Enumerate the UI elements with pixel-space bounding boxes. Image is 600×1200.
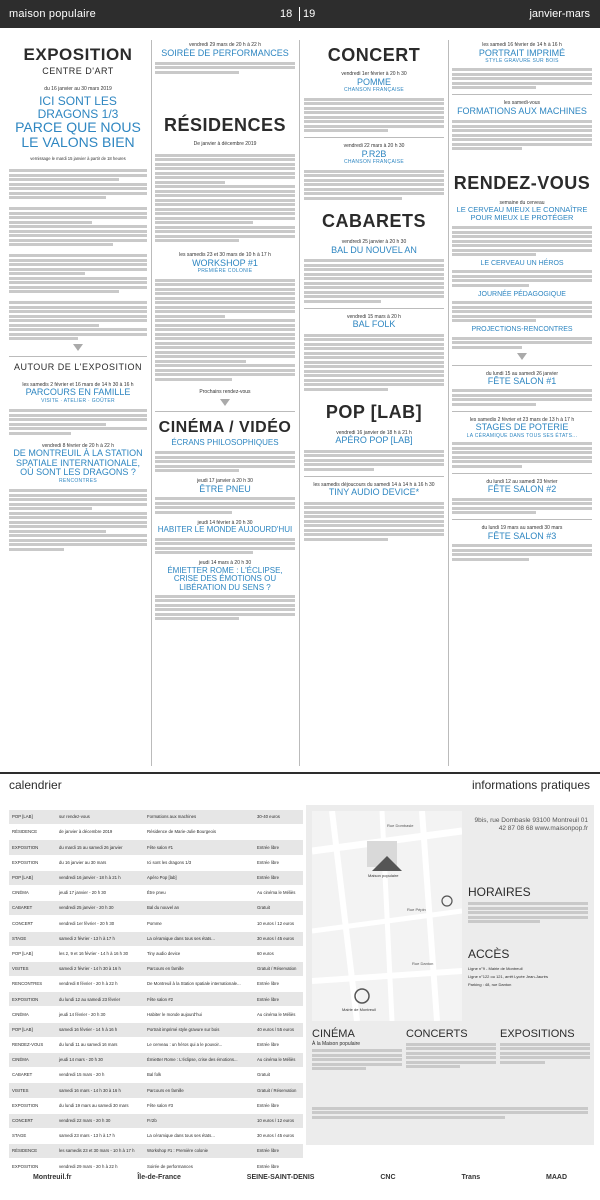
calendar-cell: Gratuit [257, 1072, 270, 1078]
header-left: maison populaire [9, 7, 96, 20]
calendar-cell: Soirée de performances [147, 1163, 193, 1169]
horaires-text [468, 902, 588, 923]
calendar-cell: samedi 23 mars - 13 h à 17 h [59, 1133, 115, 1139]
calendar-cell: vendredi 16 janvier - 18 h à 21 h [59, 875, 121, 881]
calendar-cell: CABARET [12, 905, 33, 911]
column-rendez-vous [452, 36, 592, 770]
calendar-cell: Fête salon #1 [147, 844, 174, 850]
calendar-cell: De Montreuil à la Station spatiale internationale... [147, 981, 241, 987]
calendar-cell: sur rendez-vous [59, 814, 90, 820]
prochain-label: Prochains rendez-vous [199, 388, 251, 395]
calendar-cell: 30-40 euros [257, 814, 280, 820]
horaires-title: HORAIRES [468, 885, 531, 899]
calendar-cell: les 2, 9 et 16 février - 14 h à 16 h 30 [59, 950, 129, 956]
calendar-cell: du lundi 12 au samedi 23 février [59, 996, 121, 1002]
projections-text [452, 337, 592, 349]
habiter-title: HABITER LE MONDE AUJOURD'HUI [157, 525, 293, 535]
portrait-text [452, 68, 592, 89]
folk-title: BAL FOLK [352, 319, 396, 330]
calendar-heading: calendrier [9, 778, 62, 792]
fete2-title: FÊTE SALON #2 [487, 484, 557, 495]
header-right: janvier-mars [529, 7, 590, 20]
etre-date: jeudi 17 janvier à 20 h 30 [197, 478, 253, 485]
portrait-title: PORTRAIT IMPRIMÉ [478, 47, 566, 58]
partner-logos [0, 1158, 600, 1198]
calendar-cell: Au cinéma le Méliès [257, 1057, 296, 1063]
calendar-row [9, 932, 303, 947]
calendar-cell: Entrée libre [257, 996, 279, 1002]
calendar-row [9, 1038, 303, 1053]
cerveau2-title: LE CERVEAU UN HÉROS [480, 260, 564, 268]
calendar-cell: Au cinéma le Méliès [257, 1011, 296, 1017]
calendar-row [9, 1099, 303, 1114]
calendar-row [9, 840, 303, 855]
calendar-cell: EXPOSITION [12, 859, 39, 865]
fete3-title: FÊTE SALON #3 [487, 530, 557, 541]
bal-title: BAL DU NOUVEL AN [331, 244, 417, 255]
section-arrow [73, 344, 83, 351]
calendar-row [9, 1114, 303, 1129]
residences-date: De janvier à décembre 2019 [193, 141, 257, 148]
calendar-row [9, 901, 303, 916]
calendar-cell: Fête salon #3 [147, 1102, 174, 1108]
cerveau2-text [452, 270, 592, 287]
calendar-cell: Parcours en famille [147, 1087, 184, 1093]
soiree-title: SOIRÉE DE PERFORMANCES [161, 47, 289, 58]
calendar-cell: vendredi 22 mars - 20 h 30 [59, 1118, 111, 1124]
calendar-cell: jeudi 14 mars - 20 h 30 [59, 1057, 103, 1063]
calendar-cell: Le cerveau : un héros qui a le pouvoir... [147, 1042, 223, 1048]
workshop-title: WORKSHOP #1 [192, 257, 258, 268]
etre-text [155, 497, 295, 514]
calendar-cell: EXPOSITION [12, 1102, 39, 1108]
soiree-text [155, 62, 295, 74]
calendar-row [9, 962, 303, 977]
habiter-text [155, 538, 295, 555]
calendar-cell: Ici sont les dragons 1/3 [147, 859, 192, 865]
calendar-row [9, 1007, 303, 1022]
portrait-sub: STYLE GRAVURE SUR BOIS [485, 57, 559, 64]
calendar-cell: VISITES [12, 1087, 29, 1093]
calendar-cell: RÉSIDENCE [12, 1148, 38, 1154]
rencontre-sub: RENCONTRES [58, 477, 97, 484]
parcours-date: les samedis 2 février et 16 mars de 14 h 30 à 16 h [22, 381, 134, 388]
expo-name-2: PARCE QUE NOUS LE VALONS BIEN [15, 119, 141, 151]
logo-trans: Trans [461, 1174, 481, 1182]
calendar-cell: Entrée libre [257, 859, 279, 865]
expo-dates: du 16 janvier au 30 mars 2019 [44, 85, 112, 92]
acces-title: ACCÈS [468, 947, 510, 961]
tiny-date: les samedis déjoucours du samedi 14 à 14 h à 16 h 30 [313, 481, 435, 488]
emitter-title: ÉMIETTER ROME : L'ÉCLIPSE, CRISE DES ÉMOTIONS OU LIBÉRATION DU SENS ? [167, 565, 283, 592]
rencontre-text [9, 489, 147, 551]
fete1-title: FÊTE SALON #1 [487, 376, 557, 387]
map-label-mairie: Mairie de Montreuil [342, 1007, 377, 1012]
calendar-cell: STAGE [12, 1133, 27, 1139]
calendar-cell: 30 euros / 45 euros [257, 1133, 295, 1139]
concerts-info [406, 1027, 496, 1070]
section-arrow-4 [517, 353, 527, 360]
concerts-info-title: CONCERTS [406, 1028, 468, 1040]
p2b-title: P.R2B [361, 148, 387, 159]
parcours-text [9, 409, 147, 435]
habiter-date: jeudi 14 février à 20 h 30 [197, 519, 253, 526]
tiny-title: TINY AUDIO DEVICE* [328, 487, 420, 498]
calendar-cell: Au cinéma le Méliès [257, 890, 296, 896]
calendar-cell: POP [LAB] [12, 950, 33, 956]
folk-date: vendredi 15 mars à 20 h [347, 313, 401, 320]
workshop-date: les samedis 23 et 30 mars de 10 h à 17 h [179, 252, 271, 259]
residences-text [155, 154, 295, 243]
pomme-sub: CHANSON FRANÇAISE [343, 87, 405, 94]
calendar-cell: STAGE [12, 935, 27, 941]
emitter-text [155, 595, 295, 621]
column-residences [155, 36, 295, 770]
expo-name-1: ICI SONT LES DRAGONS 1/3 [37, 94, 119, 121]
logo-ssd: SEINE-SAINT-DENIS [246, 1174, 315, 1182]
calendar-cell: vendredi 1er février - 20 h 30 [59, 920, 115, 926]
workshop-text [155, 279, 295, 381]
cinema-info-text [312, 1049, 402, 1070]
calendar-cell: du lundi 11 au samedi 16 mars [59, 1042, 118, 1048]
p2b-date: vendredi 22 mars à 20 h 30 [343, 143, 405, 150]
calendar-cell: Être pneu [147, 890, 166, 896]
emitter-date: jeudi 14 mars à 20 h 30 [198, 560, 252, 567]
calendar-cell: Pomme [147, 920, 162, 926]
calendar-cell: Habiter le monde aujourd'hui [147, 1011, 202, 1017]
calendar-cell: samedi 2 février - 14 h 30 à 16 h [59, 966, 121, 972]
calendar-cell: du mardi 15 au samedi 26 janvier [59, 844, 123, 850]
horaires-block [468, 885, 588, 925]
bal-date: vendredi 25 janvier à 20 h 30 [341, 239, 407, 246]
p2b-sub: CHANSON FRANÇAISE [343, 159, 405, 166]
workshop-sub: PREMIÈRE COLONIE [197, 268, 253, 275]
calendar-cell: CABARET [12, 1072, 33, 1078]
contact-block [468, 817, 588, 834]
cerveau-title: LE CERVEAU MIEUX LE CONNAÎTRE POUR MIEUX LE PROTÉGER [456, 205, 588, 223]
expo-body-text-4 [9, 301, 147, 340]
map-label-pepin: Rue Pépin [407, 907, 426, 912]
calendar-row [9, 1053, 303, 1068]
residences-title: RÉSIDENCES [163, 114, 287, 135]
map-label-dombasle: Rue Dombasle [387, 823, 414, 828]
calendar-row [9, 916, 303, 931]
calendar-cell: Formations aux machines [147, 814, 197, 820]
calendar-cell: Entrée libre [257, 844, 279, 850]
calendar-row [9, 1129, 303, 1144]
pomme-text [304, 98, 444, 133]
p2b-text [304, 170, 444, 200]
calendar-cell: POP [LAB] [12, 875, 33, 881]
calendar-row [9, 947, 303, 962]
expositions-info-text [500, 1043, 590, 1064]
calendar-cell: de janvier à décembre 2019 [59, 829, 113, 835]
apero-text [304, 450, 444, 471]
expo-body-text-2 [9, 207, 147, 246]
calendar-cell: Émietter Rome : L'éclipse, crise des émotions... [147, 1057, 238, 1063]
soiree-date: vendredi 29 mars de 20 h à 22 h [189, 42, 261, 48]
calendar-cell: du lundi 19 mars au samedi 30 mars [59, 1102, 129, 1108]
calendar-cell: jeudi 17 janvier - 20 h 30 [59, 890, 107, 896]
calendar-cell: CINÉMA [12, 1011, 29, 1017]
expo-body-text [9, 169, 147, 199]
expo-vernissage: vernissage le mardi 15 janvier à partir de 18 heures [30, 155, 126, 161]
calendar-cell: RÉSIDENCE [12, 829, 38, 835]
calendar-cell: Gratuit / Réservation [257, 1087, 297, 1093]
expo-title: EXPOSITION [23, 45, 133, 64]
formations-date: les samedi-vous [503, 100, 541, 107]
partners-text [312, 1105, 588, 1120]
calendar-cell: CONCERT [12, 1118, 34, 1124]
parcours-sub: VISITE · ATELIER · GOÛTER [41, 397, 115, 404]
bal-text [304, 259, 444, 303]
projections-title: PROJECTIONS-RENCONTRES [471, 326, 573, 334]
map-label-maison: Maison populaire [368, 873, 399, 878]
logo-cnc: CNC [380, 1174, 396, 1182]
calendar-cell: CINÉMA [12, 1057, 29, 1063]
expositions-info [500, 1027, 590, 1065]
column-exposition [9, 36, 147, 770]
calendar-cell: 10 euros / 12 euros [257, 920, 295, 926]
calendar-row [9, 871, 303, 886]
calendar-cell: jeudi 14 février - 20 h 30 [59, 1011, 106, 1017]
logo-idf: Île-de-France [137, 1174, 181, 1182]
poplab-title: POP [LAB] [325, 401, 423, 422]
calendar-cell: Fête salon #2 [147, 996, 174, 1002]
calendar-cell: vendredi 25 janvier - 20 h 30 [59, 905, 114, 911]
calendar-cell: 30 euros / 45 euros [257, 935, 295, 941]
apero-title: APÉRO POP [LAB] [335, 435, 413, 446]
acces-block [468, 947, 588, 987]
calendar-cell: samedi 16 mars - 14 h 30 à 16 h [59, 1087, 121, 1093]
rencontre-date: vendredi 8 février de 20 h à 22 h [42, 442, 114, 449]
calendar-cell: 10 euros / 12 euros [257, 1118, 295, 1124]
etre-title: ÊTRE PNEU [199, 483, 251, 494]
cinema-title: CINÉMA / VIDÉO [158, 419, 292, 437]
calendar-table [9, 810, 303, 1175]
calendar-cell: EXPOSITION [12, 844, 39, 850]
page-number-left: 18 [280, 8, 293, 20]
stages-date: les samedis 2 février et 23 mars de 13 h à 17 h [469, 416, 575, 423]
expo-subtitle: CENTRE D'ART [42, 66, 114, 77]
calendar-cell: Entrée libre [257, 1102, 279, 1108]
expo-body-text-3 [9, 254, 147, 293]
acces-parking: Parking : 48, rue Danton [468, 981, 512, 987]
map-label-danton: Rue Danton [412, 961, 434, 966]
expositions-info-title: EXPOSITIONS [500, 1028, 575, 1040]
folk-text [304, 334, 444, 391]
calendar-cell: La céramique dans tous ses états... [147, 935, 215, 941]
address: 9bis, rue Dombasle 93100 Montreuil 01 42 87 08 68 www.maisonpop.fr [474, 817, 588, 833]
pomme-title: POMME [356, 76, 391, 87]
calendar-row [9, 992, 303, 1007]
cabarets-title: CABARETS [321, 210, 426, 231]
calendar-cell: Entrée libre [257, 1148, 279, 1154]
cinema-info-title: CINÉMA [312, 1028, 355, 1040]
formations-text [452, 120, 592, 150]
calendar-row [9, 977, 303, 992]
calendar-cell: Résidence de Marie-Julie Bourgeois [147, 829, 217, 835]
cinema-info-sub: À la Maison populaire [312, 1041, 361, 1048]
rdv-title: RENDEZ-VOUS [453, 173, 591, 194]
infos-heading: informations pratiques [471, 778, 590, 792]
calendar-cell: Entrée libre [257, 1163, 279, 1169]
fete3-date: du lundi 19 mars au samedi 30 mars [481, 525, 563, 532]
calendar-cell: Bal du nouvel an [147, 905, 180, 911]
calendar-cell: La céramique dans tous ses états... [147, 1133, 215, 1139]
location-map [312, 811, 462, 1021]
calendar-cell: Gratuit / Réservation [257, 966, 297, 972]
cinema-sub: ÉCRANS PHILOSOPHIQUES [171, 438, 279, 448]
calendar-row [9, 810, 303, 825]
acces-bus: Ligne n°122 ou 121, arrêt Lycée Jean-Jaurès [468, 973, 548, 979]
calendar-cell: Parcours en famille [147, 966, 184, 972]
page-divider [299, 7, 300, 21]
calendar-cell: Apéro Pop [lab] [147, 875, 177, 881]
calendar-cell: Entrée libre [257, 875, 279, 881]
calendar-cell: vendredi 15 mars - 20 h [59, 1072, 105, 1078]
cinema-info [312, 1027, 402, 1072]
page-number-right: 19 [303, 8, 316, 20]
calendar-cell: EXPOSITION [12, 1163, 39, 1169]
calendar-cell: EXPOSITION [12, 996, 39, 1002]
calendar-row [9, 825, 303, 840]
calendar-cell: Bal folk [147, 1072, 162, 1078]
pomme-date: vendredi 1er février à 20 h 30 [341, 71, 407, 78]
acces-metro: Ligne n°9 - Mairie de Montreuil [468, 965, 523, 971]
calendar-cell: vendredi 29 mars - 20 h à 22 h [59, 1163, 118, 1169]
column-concerts [304, 36, 444, 770]
cinema-text [155, 451, 295, 472]
calendar-row [9, 1023, 303, 1038]
calendar-cell: vendredi 8 février - 20 h à 22 h [59, 981, 118, 987]
fete1-date: du lundi 15 au samedi 26 janvier [486, 370, 558, 377]
concert-title: CONCERT [327, 45, 421, 65]
calendar-cell: Entrée libre [257, 1042, 279, 1048]
calendar-cell: POP [LAB] [12, 1026, 33, 1032]
calendar-cell: Workshop #1 : Première colonie [147, 1148, 209, 1154]
fete2-text [452, 498, 592, 515]
fete2-date: du lundi 12 au samedi 23 février [486, 478, 558, 485]
calendar-cell: Entrée libre [257, 981, 279, 987]
tiny-text [304, 502, 444, 541]
parcours-title: PARCOURS EN FAMILLE [25, 387, 131, 398]
section-arrow-2 [220, 399, 230, 406]
calendar-cell: P.r2b [147, 1118, 157, 1124]
journee-text [452, 301, 592, 322]
autour-title: AUTOUR DE L'EXPOSITION [13, 362, 143, 373]
stages-text [452, 442, 592, 468]
portrait-date: les samedi 16 février de 14 h à 16 h [482, 42, 562, 48]
calendar-row [9, 856, 303, 871]
fete1-text [452, 389, 592, 406]
header-bar [0, 0, 600, 28]
stages-title: STAGES DE POTERIE [475, 422, 569, 433]
calendar-cell: Tiny audio device [147, 950, 181, 956]
infos-panel [306, 805, 594, 1145]
apero-date: vendredi 16 janvier de 18 h à 21 h [336, 429, 412, 436]
calendar-cell: RENDEZ-VOUS [12, 1042, 44, 1048]
formations-title: FORMATIONS AUX MACHINES [457, 105, 587, 116]
cerveau-date: semaine du cerveau [499, 199, 545, 206]
calendar-cell: Portrait imprimé style gravure sur bois [147, 1026, 220, 1032]
calendar-cell: 60 euros [257, 950, 274, 956]
calendar-cell: samedi 16 février - 14 h à 16 h [59, 1026, 118, 1032]
calendar-row [9, 886, 303, 901]
calendar-cell: les samedis 23 et 30 mars - 10 h à 17 h [59, 1148, 135, 1154]
calendar-cell: 40 euros / 55 euros [257, 1026, 295, 1032]
cerveau-text [452, 226, 592, 256]
rencontre-title: DE MONTREUIL À LA STATION SPATIALE INTERNATIONALE, OÙ SONT LES DRAGONS ? [13, 448, 143, 478]
logo-maad: MAAD [546, 1174, 568, 1182]
calendar-cell: du 16 janvier au 30 mars [59, 859, 107, 865]
calendar-row [9, 1083, 303, 1098]
calendar-cell: samedi 2 février - 13 h à 17 h [59, 935, 115, 941]
fete3-text [452, 544, 592, 561]
calendar-row [9, 1068, 303, 1083]
calendar-cell: CONCERT [12, 920, 34, 926]
calendar-cell: POP [LAB] [12, 814, 33, 820]
logo-montreuil: Montreuil.fr [32, 1174, 72, 1182]
journee-title: JOURNÉE PÉDAGOGIQUE [478, 290, 566, 298]
concerts-info-text [406, 1043, 496, 1069]
calendar-cell: VISITES [12, 966, 29, 972]
calendar-cell: Gratuit [257, 905, 270, 911]
calendar-cell: RENCONTRES [12, 981, 43, 987]
calendar-cell: CINÉMA [12, 890, 29, 896]
stages-sub: LA CÉRAMIQUE DANS TOUS SES ÉTATS... [466, 432, 578, 439]
